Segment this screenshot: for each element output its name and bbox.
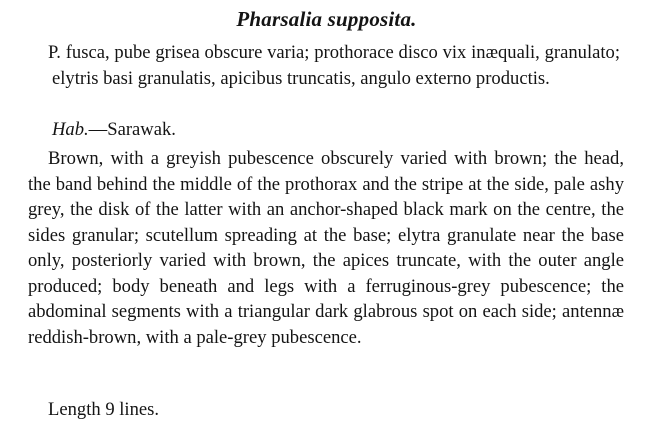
habitat-separator: — xyxy=(88,119,108,140)
habitat-label: Hab. xyxy=(52,119,89,140)
species-title: Pharsalia supposita. xyxy=(236,7,417,31)
english-description: Brown, with a greyish pubescence obscurely varied with brown; the head, the band behind the middle of the prothorax and the stripe at the side, pale ashy grey, the disk of the latter with an anchor-shaped black mark on the centre, the sides granular; scutellum spreading at the base; elytra granulate near the base only, posteriorly varied with brown, the apices truncate, with the outer angle produced; body beneath and legs with a ferruginous-grey pubescence; the abdominal segments with a triangular dark glabrous spot on each side; antennæ reddish-brown, with a pale-grey pubescence. xyxy=(28,148,624,348)
latin-description: P. fusca, pube grisea obscure varia; prothorace disco vix inæquali, granulato; elytris basi granulatis, apicibus truncatis, angulo externo productis. xyxy=(48,42,620,89)
length-line: Length 9 lines. xyxy=(48,399,160,420)
habitat-value: Sarawak. xyxy=(107,119,176,140)
habitat-line xyxy=(52,117,612,142)
